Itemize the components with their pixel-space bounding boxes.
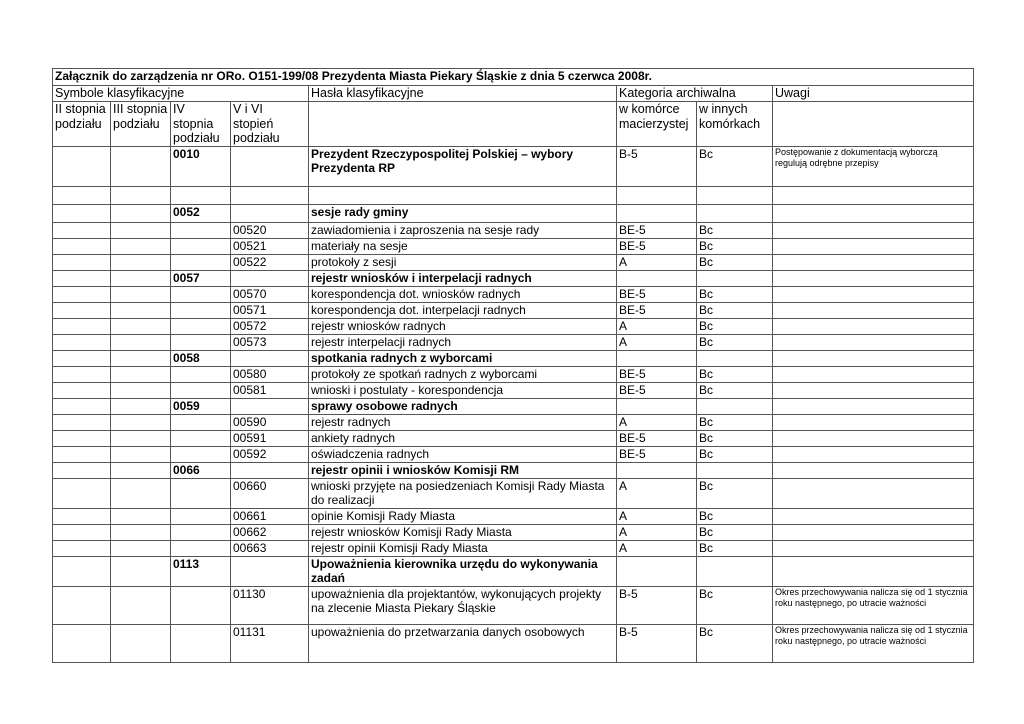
cell-level-iii: [111, 446, 171, 462]
cell-level-iv: [171, 524, 231, 540]
cell-level-v: 00660: [231, 478, 309, 508]
header-kategoria: Kategoria archiwalna: [617, 86, 773, 102]
cell-level-iii: [111, 186, 171, 204]
cell-level-iv: 0058: [171, 350, 231, 366]
cell-level-iii: [111, 462, 171, 478]
cell-level-iv: [171, 286, 231, 302]
cell-level-iii: [111, 238, 171, 254]
table-row: [53, 624, 974, 662]
cell-uwagi: [773, 254, 974, 270]
cell-level-iv: [171, 430, 231, 446]
cell-description: rejestr interpelacji radnych: [309, 334, 617, 350]
header-col-ii: II stopnia podziału: [53, 102, 111, 147]
cell-level-iv: 0057: [171, 270, 231, 286]
cell-level-v: 00663: [231, 540, 309, 556]
cell-level-ii: [53, 204, 111, 222]
cell-level-iii: [111, 430, 171, 446]
cell-level-v: 00571: [231, 302, 309, 318]
cell-description: materiały na sesje: [309, 238, 617, 254]
table-row: [53, 270, 974, 286]
cell-level-ii: [53, 270, 111, 286]
cell-description: sesje rady gminy: [309, 204, 617, 222]
cell-level-iv: [171, 302, 231, 318]
cell-kategoria-inne: Bc: [697, 334, 773, 350]
table-row: [53, 556, 974, 586]
cell-uwagi: Postępowanie z dokumentacją wyborczą regulują odrębne przepisy: [773, 146, 974, 186]
cell-description: opinie Komisji Rady Miasta: [309, 508, 617, 524]
cell-description: upoważnienia dla projektantów, wykonujących projekty na zlecenie Miasta Piekary Śląskie: [309, 586, 617, 624]
cell-uwagi: [773, 556, 974, 586]
cell-description: rejestr wniosków i interpelacji radnych: [309, 270, 617, 286]
cell-level-ii: [53, 222, 111, 238]
cell-description: [309, 186, 617, 204]
cell-level-iii: [111, 270, 171, 286]
table-row: [53, 204, 974, 222]
cell-uwagi: [773, 478, 974, 508]
table-row: [53, 540, 974, 556]
classification-table: [52, 68, 974, 663]
cell-level-v: 00521: [231, 238, 309, 254]
cell-uwagi: [773, 318, 974, 334]
cell-level-iv: [171, 540, 231, 556]
cell-kategoria-macierzysta: BE-5: [617, 446, 697, 462]
cell-uwagi: [773, 270, 974, 286]
table-row: [53, 430, 974, 446]
cell-level-iv: [171, 186, 231, 204]
cell-kategoria-macierzysta: BE-5: [617, 222, 697, 238]
cell-level-iv: [171, 586, 231, 624]
cell-kategoria-inne: Bc: [697, 508, 773, 524]
cell-kategoria-inne: Bc: [697, 366, 773, 382]
cell-kategoria-inne: Bc: [697, 302, 773, 318]
header-col-iv: IV stopnia podziału: [171, 102, 231, 147]
cell-uwagi: [773, 186, 974, 204]
table-row: [53, 146, 974, 186]
cell-kategoria-inne: [697, 186, 773, 204]
cell-description: rejestr opinii Komisji Rady Miasta: [309, 540, 617, 556]
cell-kategoria-inne: Bc: [697, 238, 773, 254]
table-row: [53, 334, 974, 350]
cell-uwagi: [773, 414, 974, 430]
cell-uwagi: [773, 462, 974, 478]
cell-description: rejestr opinii i wniosków Komisji RM: [309, 462, 617, 478]
cell-kategoria-inne: Bc: [697, 430, 773, 446]
cell-level-v: 00590: [231, 414, 309, 430]
cell-level-ii: [53, 238, 111, 254]
cell-kategoria-macierzysta: [617, 204, 697, 222]
cell-level-iii: [111, 524, 171, 540]
cell-description: ankiety radnych: [309, 430, 617, 446]
cell-uwagi: [773, 286, 974, 302]
cell-kategoria-macierzysta: A: [617, 540, 697, 556]
cell-level-v: 00572: [231, 318, 309, 334]
cell-level-iv: [171, 446, 231, 462]
cell-level-iii: [111, 146, 171, 186]
cell-level-ii: [53, 382, 111, 398]
cell-level-v: 00522: [231, 254, 309, 270]
cell-level-iv: [171, 318, 231, 334]
cell-kategoria-inne: Bc: [697, 540, 773, 556]
cell-level-iv: 0052: [171, 204, 231, 222]
cell-kategoria-inne: [697, 556, 773, 586]
cell-description: protokoły z sesji: [309, 254, 617, 270]
cell-level-ii: [53, 302, 111, 318]
cell-level-ii: [53, 318, 111, 334]
header-col-macierzysta: w komórce macierzystej: [617, 102, 697, 147]
cell-uwagi: [773, 382, 974, 398]
cell-level-v: [231, 556, 309, 586]
cell-uwagi: [773, 334, 974, 350]
cell-uwagi: [773, 238, 974, 254]
table-row: [53, 586, 974, 624]
cell-level-v: [231, 350, 309, 366]
cell-kategoria-inne: Bc: [697, 254, 773, 270]
cell-level-iii: [111, 586, 171, 624]
cell-level-v: 00520: [231, 222, 309, 238]
cell-level-iii: [111, 540, 171, 556]
header-uwagi: Uwagi: [773, 86, 974, 102]
cell-uwagi: [773, 222, 974, 238]
cell-level-iii: [111, 508, 171, 524]
header-symbole: Symbole klasyfikacyjne: [53, 86, 309, 102]
cell-kategoria-inne: [697, 398, 773, 414]
cell-description: rejestr radnych: [309, 414, 617, 430]
cell-kategoria-inne: [697, 350, 773, 366]
cell-level-ii: [53, 146, 111, 186]
cell-level-v: 00661: [231, 508, 309, 524]
cell-level-ii: [53, 446, 111, 462]
cell-description: upoważnienia do przetwarzania danych osobowych: [309, 624, 617, 662]
cell-level-iv: [171, 624, 231, 662]
cell-kategoria-macierzysta: A: [617, 478, 697, 508]
cell-kategoria-inne: Bc: [697, 446, 773, 462]
cell-level-v: 00580: [231, 366, 309, 382]
cell-uwagi: [773, 302, 974, 318]
table-row: [53, 238, 974, 254]
cell-level-iii: [111, 556, 171, 586]
cell-level-iv: [171, 238, 231, 254]
cell-level-iii: [111, 398, 171, 414]
cell-uwagi: Okres przechowywania nalicza się od 1 stycznia roku następnego, po utracie ważności: [773, 586, 974, 624]
cell-description: protokoły ze spotkań radnych z wyborcami: [309, 366, 617, 382]
cell-level-iii: [111, 302, 171, 318]
cell-uwagi: Okres przechowywania nalicza się od 1 stycznia roku następnego, po utracie ważności: [773, 624, 974, 662]
cell-level-iv: [171, 334, 231, 350]
cell-level-ii: [53, 524, 111, 540]
cell-kategoria-inne: Bc: [697, 286, 773, 302]
cell-kategoria-inne: Bc: [697, 382, 773, 398]
cell-kategoria-inne: Bc: [697, 478, 773, 508]
cell-level-v: [231, 204, 309, 222]
cell-description: spotkania radnych z wyborcami: [309, 350, 617, 366]
cell-uwagi: [773, 540, 974, 556]
cell-level-ii: [53, 462, 111, 478]
cell-level-iv: [171, 382, 231, 398]
table-row: [53, 366, 974, 382]
table-row: [53, 382, 974, 398]
cell-uwagi: [773, 524, 974, 540]
header-col-inne: w innych komórkach: [697, 102, 773, 147]
cell-level-iv: 0010: [171, 146, 231, 186]
cell-level-v: [231, 398, 309, 414]
cell-kategoria-macierzysta: A: [617, 318, 697, 334]
cell-kategoria-macierzysta: BE-5: [617, 286, 697, 302]
cell-level-ii: [53, 478, 111, 508]
cell-kategoria-macierzysta: [617, 556, 697, 586]
table-row: [53, 254, 974, 270]
cell-description: zawiadomienia i zaproszenia na sesje rady: [309, 222, 617, 238]
cell-kategoria-macierzysta: BE-5: [617, 382, 697, 398]
cell-level-iii: [111, 414, 171, 430]
cell-level-v: 00573: [231, 334, 309, 350]
cell-kategoria-macierzysta: B-5: [617, 624, 697, 662]
cell-uwagi: [773, 430, 974, 446]
cell-level-v: 00662: [231, 524, 309, 540]
cell-level-v: 01130: [231, 586, 309, 624]
cell-kategoria-inne: [697, 270, 773, 286]
cell-description: oświadczenia radnych: [309, 446, 617, 462]
table-row: [53, 398, 974, 414]
cell-kategoria-macierzysta: B-5: [617, 146, 697, 186]
table-row: [53, 286, 974, 302]
cell-level-iv: 0113: [171, 556, 231, 586]
table-row: [53, 508, 974, 524]
cell-kategoria-macierzysta: B-5: [617, 586, 697, 624]
cell-kategoria-inne: [697, 204, 773, 222]
cell-level-iv: [171, 222, 231, 238]
cell-level-iii: [111, 222, 171, 238]
table-row: [53, 446, 974, 462]
table-row: [53, 302, 974, 318]
cell-level-v: 00570: [231, 286, 309, 302]
cell-level-iii: [111, 366, 171, 382]
cell-kategoria-macierzysta: BE-5: [617, 430, 697, 446]
cell-kategoria-inne: Bc: [697, 318, 773, 334]
cell-uwagi: [773, 446, 974, 462]
cell-level-iv: 0059: [171, 398, 231, 414]
cell-uwagi: [773, 508, 974, 524]
cell-kategoria-inne: Bc: [697, 414, 773, 430]
cell-level-v: 01131: [231, 624, 309, 662]
cell-level-v: 00592: [231, 446, 309, 462]
header-hasla: Hasła klasyfikacyjne: [309, 86, 617, 102]
cell-level-iii: [111, 334, 171, 350]
cell-description: wnioski przyjęte na posiedzeniach Komisji Rady Miasta do realizacji: [309, 478, 617, 508]
cell-kategoria-inne: Bc: [697, 222, 773, 238]
document-title: Załącznik do zarządzenia nr ORo. O151-199/08 Prezydenta Miasta Piekary Śląskie z dnia 5 czerwca 2008r.: [53, 69, 974, 86]
cell-kategoria-macierzysta: [617, 186, 697, 204]
cell-level-v: 00581: [231, 382, 309, 398]
cell-level-ii: [53, 586, 111, 624]
cell-level-ii: [53, 286, 111, 302]
cell-level-iii: [111, 204, 171, 222]
cell-kategoria-macierzysta: BE-5: [617, 366, 697, 382]
table-row: [53, 524, 974, 540]
cell-level-iv: 0066: [171, 462, 231, 478]
table-row: [53, 318, 974, 334]
cell-kategoria-macierzysta: [617, 270, 697, 286]
cell-uwagi: [773, 204, 974, 222]
cell-level-ii: [53, 334, 111, 350]
header-col-v: V i VI stopień podziału: [231, 102, 309, 147]
cell-level-iii: [111, 478, 171, 508]
cell-level-iv: [171, 254, 231, 270]
header-empty-cell: [773, 102, 974, 147]
cell-level-iii: [111, 624, 171, 662]
table-row: [53, 186, 974, 204]
cell-kategoria-inne: Bc: [697, 146, 773, 186]
cell-level-ii: [53, 254, 111, 270]
cell-description: korespondencja dot. interpelacji radnych: [309, 302, 617, 318]
cell-level-iii: [111, 254, 171, 270]
cell-uwagi: [773, 366, 974, 382]
header-col-iii: III stopnia podziału: [111, 102, 171, 147]
cell-level-ii: [53, 414, 111, 430]
cell-level-iv: [171, 478, 231, 508]
cell-kategoria-macierzysta: A: [617, 524, 697, 540]
cell-kategoria-inne: Bc: [697, 624, 773, 662]
cell-kategoria-macierzysta: A: [617, 508, 697, 524]
cell-level-iv: [171, 366, 231, 382]
cell-level-v: [231, 186, 309, 204]
cell-level-iii: [111, 286, 171, 302]
cell-level-ii: [53, 540, 111, 556]
cell-level-ii: [53, 508, 111, 524]
cell-kategoria-macierzysta: [617, 398, 697, 414]
cell-uwagi: [773, 398, 974, 414]
table-row: [53, 478, 974, 508]
table-row: [53, 222, 974, 238]
table-row: [53, 350, 974, 366]
cell-level-ii: [53, 186, 111, 204]
table-row: [53, 414, 974, 430]
cell-level-ii: [53, 398, 111, 414]
cell-level-iii: [111, 318, 171, 334]
header-empty-cell: [309, 102, 617, 147]
cell-kategoria-macierzysta: A: [617, 334, 697, 350]
cell-level-iii: [111, 382, 171, 398]
cell-level-v: [231, 146, 309, 186]
cell-kategoria-inne: Bc: [697, 586, 773, 624]
cell-description: korespondencja dot. wniosków radnych: [309, 286, 617, 302]
cell-level-iv: [171, 414, 231, 430]
cell-description: rejestr wniosków radnych: [309, 318, 617, 334]
cell-description: sprawy osobowe radnych: [309, 398, 617, 414]
cell-level-ii: [53, 350, 111, 366]
cell-kategoria-inne: Bc: [697, 524, 773, 540]
cell-level-ii: [53, 430, 111, 446]
cell-kategoria-macierzysta: [617, 350, 697, 366]
cell-level-ii: [53, 556, 111, 586]
cell-level-ii: [53, 624, 111, 662]
cell-level-v: 00591: [231, 430, 309, 446]
table-row: [53, 462, 974, 478]
cell-description: Prezydent Rzeczypospolitej Polskiej – wybory Prezydenta RP: [309, 146, 617, 186]
cell-description: Upoważnienia kierownika urzędu do wykonywania zadań: [309, 556, 617, 586]
cell-description: wnioski i postulaty - korespondencja: [309, 382, 617, 398]
cell-kategoria-macierzysta: BE-5: [617, 302, 697, 318]
cell-kategoria-macierzysta: BE-5: [617, 238, 697, 254]
cell-kategoria-inne: [697, 462, 773, 478]
cell-level-iii: [111, 350, 171, 366]
cell-uwagi: [773, 350, 974, 366]
cell-level-v: [231, 270, 309, 286]
cell-kategoria-macierzysta: A: [617, 414, 697, 430]
cell-level-iv: [171, 508, 231, 524]
cell-level-ii: [53, 366, 111, 382]
cell-description: rejestr wniosków Komisji Rady Miasta: [309, 524, 617, 540]
cell-kategoria-macierzysta: A: [617, 254, 697, 270]
cell-kategoria-macierzysta: [617, 462, 697, 478]
cell-level-v: [231, 462, 309, 478]
